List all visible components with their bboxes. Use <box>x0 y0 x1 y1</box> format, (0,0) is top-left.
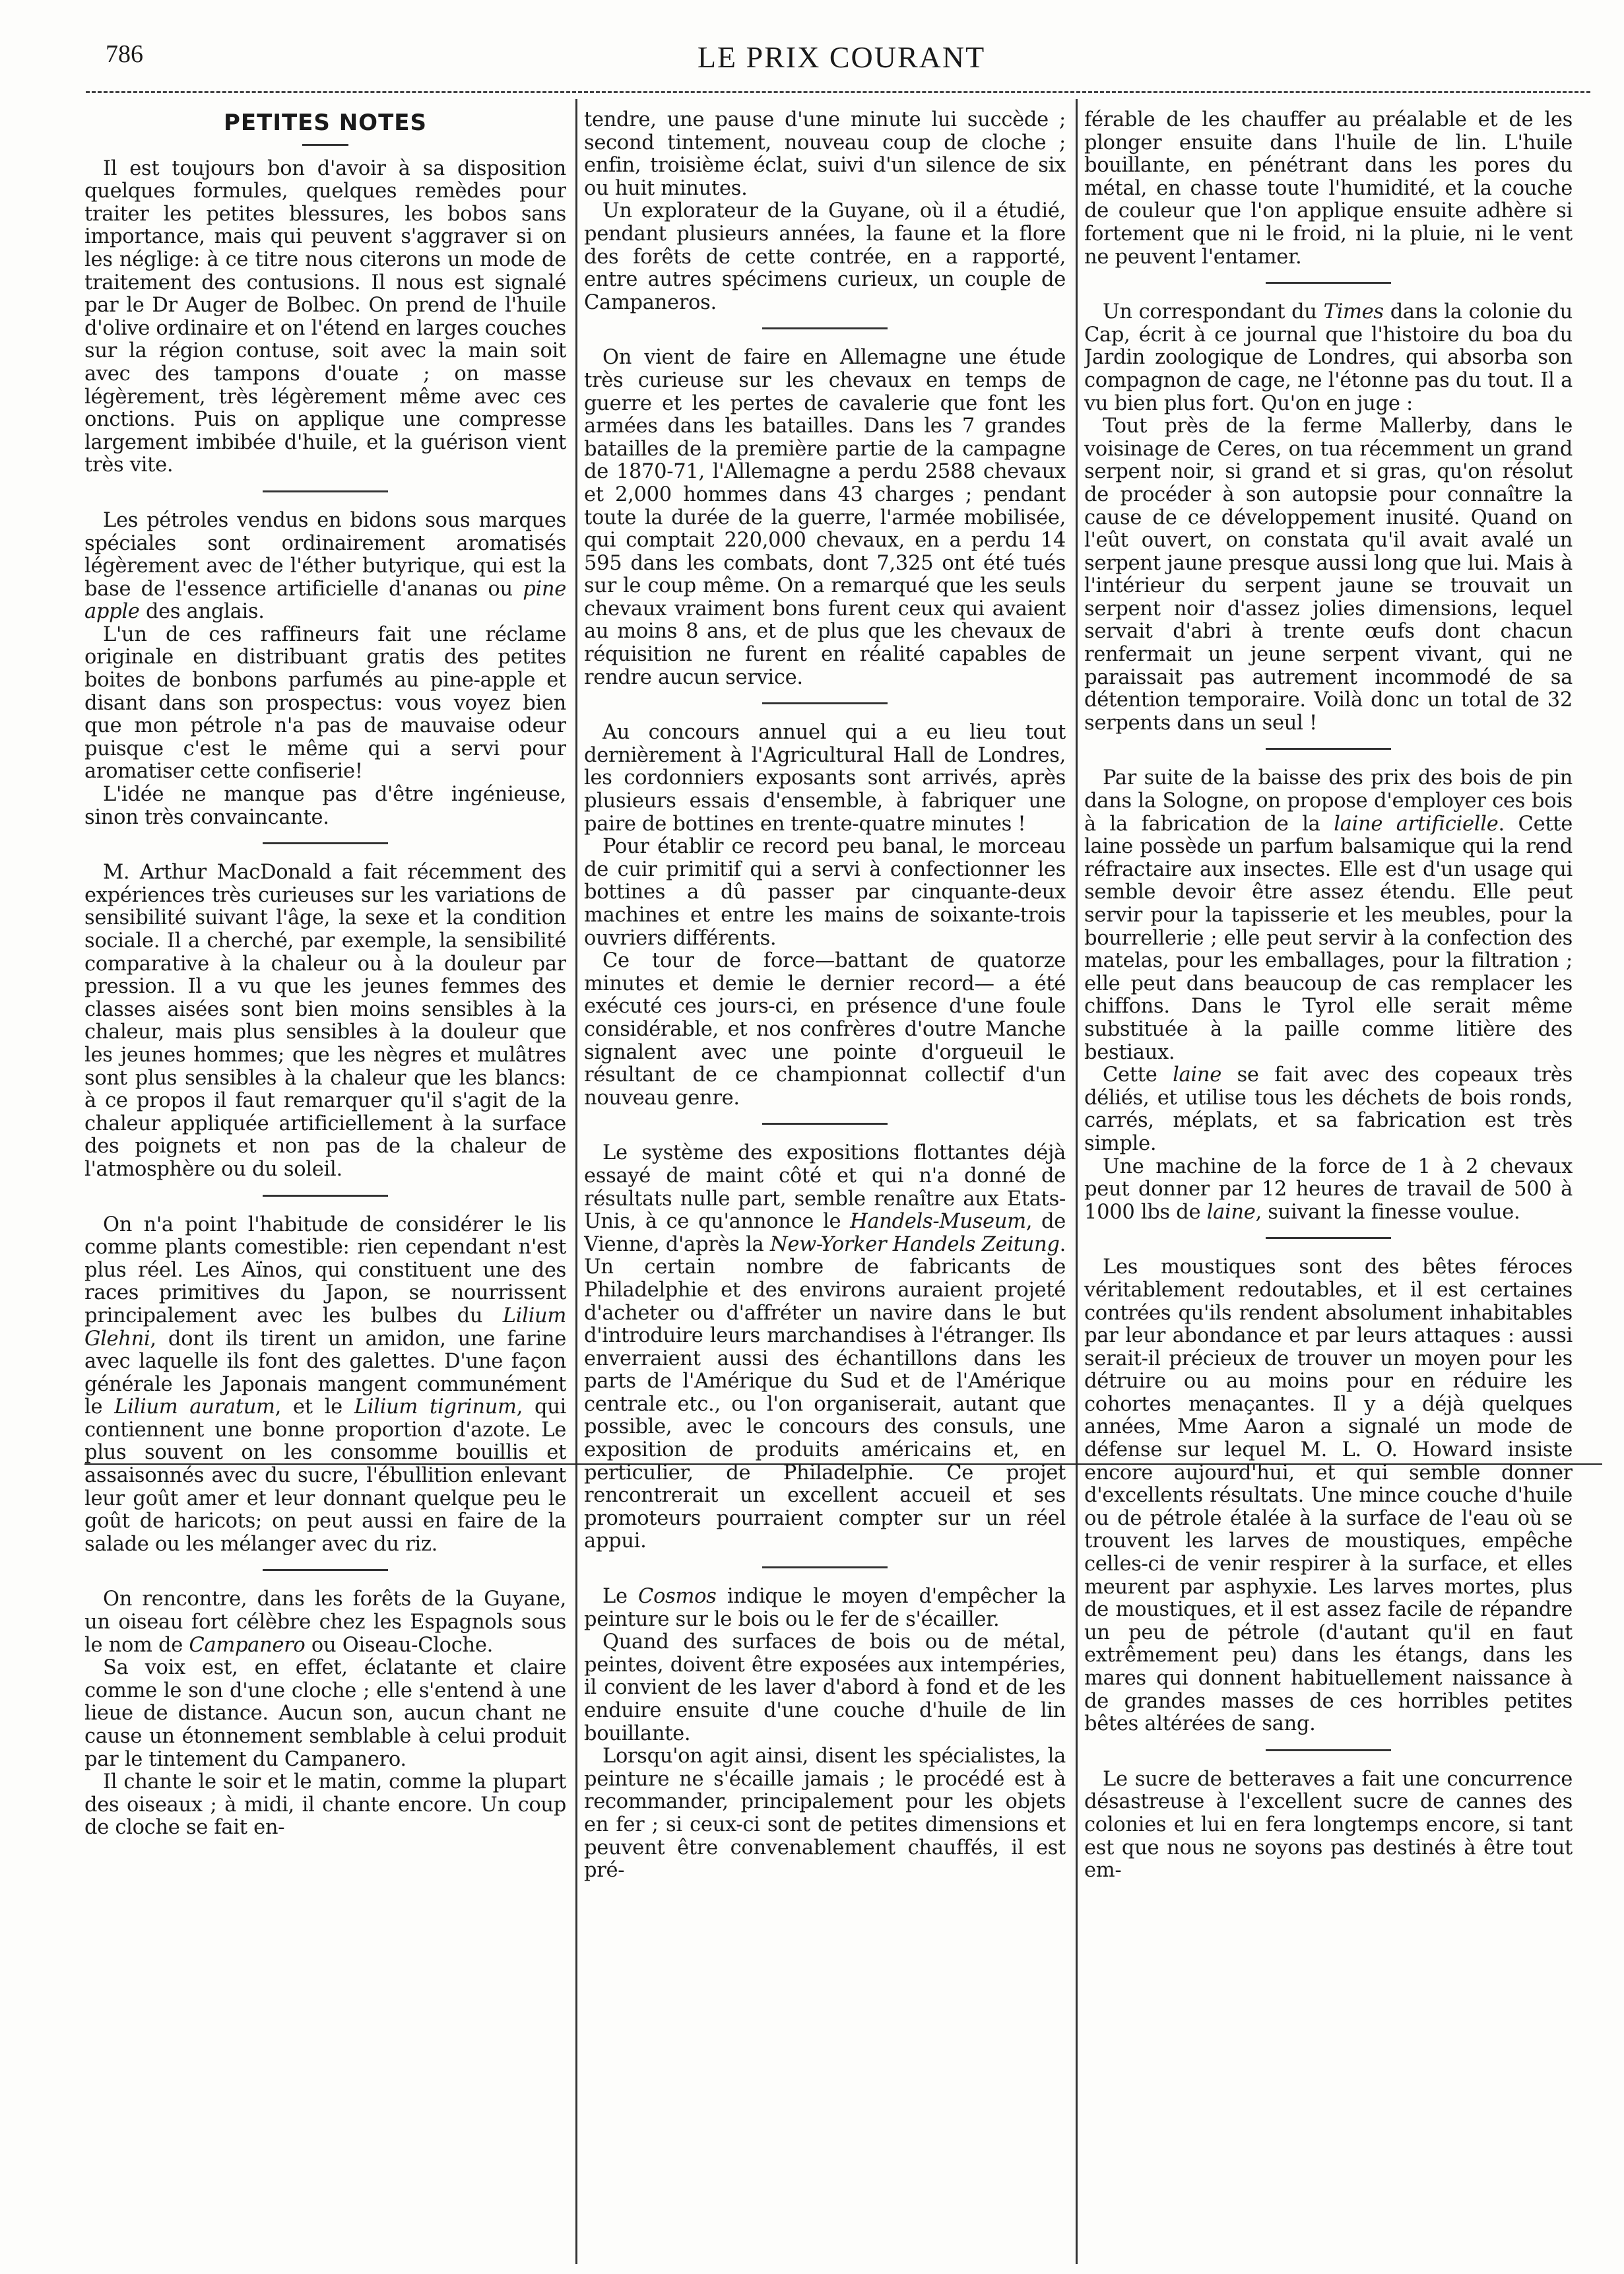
column-divider <box>575 99 577 2264</box>
separator <box>263 1569 388 1571</box>
paragraph: On n'a point l'habitude de considérer le lis comme plants comestible: rien cependant n'est plus réel. Les Aïnos, qui constituent une des races primitives du Japon, se nourrissent principalement avec les bulbes du Lilium Glehni, dont ils tirent un amidon, une farine avec laquelle ils font des galettes. D'une façon générale les Japonais mangent communément le Lilium auratum, et le Lilium tigrinum, qui contiennent une bonne proportion d'azote. Le plus souvent on les consomme bouillis et assaisonnés avec du sucre, l'ébullition enlevant leur goût amer et leur donnant quelque peu le goût de haricots; on peut aussi en faire de la salade ou les mélanger avec du riz. <box>84 1213 566 1556</box>
paragraph: tendre, une pause d'une minute lui succède ; second tintement, nouveau coup de cloche ; enfin, troisième éclat, suivi d'un silence de six ou huit minutes. <box>584 109 1066 200</box>
separator <box>1266 748 1391 750</box>
paragraph: Tout près de la ferme Mallerby, dans le voisinage de Ceres, on tua récemment un grand serpent noir, si grand et si gras, qu'on résolut de procéder à son autopsie pour connaître la cause de ce développement inusité. Quand on l'eût ouvert, on constata qu'il avait avalé un serpent jaune presque aussi long que lui. Mais à l'intérieur du serpent jaune se trouvait un serpent noir d'assez jolies dimensions, lequel servait d'abri à trente œufs dont chacun renfermait un jeune serpent vivant, qui ne paraissait pas autrement incommodé de sa détention temporaire. Voilà donc un total de 32 serpents dans un seul ! <box>1084 415 1573 735</box>
paragraph: L'idée ne manque pas d'être ingénieuse, sinon très convaincante. <box>84 783 566 829</box>
paragraph: Sa voix est, en effet, éclatante et claire comme le son d'une cloche ; elle s'entend à une lieue de distance. Aucun son, aucun chant ne cause un étonnement semblable à celui produit par le tintement du Campanero. <box>84 1656 566 1771</box>
separator <box>762 1566 888 1568</box>
paragraph: Le sucre de betteraves a fait une concurrence désastreuse à l'excellent sucre de cannes des colonies et lui en fera longtemps encore, si tant est que nous ne soyons pas destinés à être tout em- <box>1084 1767 1573 1883</box>
page-header <box>106 40 1577 86</box>
separator <box>1266 1237 1391 1239</box>
section-title: PETITES NOTES <box>224 110 427 136</box>
column-1 <box>84 109 566 2254</box>
paragraph: Un explorateur de la Guyane, où il a étudié, pendant plusieurs années, la faune et la flore des forêts de cette contrée, en a rapporté, entre autres spécimens curieux, un couple de Campaneros. <box>584 199 1066 314</box>
separator <box>1266 282 1391 284</box>
paragraph: Un correspondant du Times dans la colonie du Cap, écrit à ce journal que l'histoire du boa du Jardin zoologique de Londres, qui absorba son compagnon de cage, ne l'étonne pas du tout. Il a vu bien plus fort. Qu'on en juge : <box>1084 300 1573 415</box>
paragraph: Ce tour de force—battant de quatorze minutes et demie le dernier record— a été exécuté ces jours-ci, en présence d'une foule considérable, et nos confrères d'outre Manche signalent avec une pointe d'orgueuil le résultant de ce championnat collectif d'un nouveau genre. <box>584 949 1066 1110</box>
separator <box>762 1123 888 1125</box>
separator <box>762 327 888 329</box>
header-rule <box>86 91 1590 93</box>
column-2 <box>584 109 1066 2254</box>
paragraph: Le Cosmos indique le moyen d'empêcher la peinture sur le bois ou le fer de s'écailler. <box>584 1585 1066 1631</box>
paragraph: On vient de faire en Allemagne une étude très curieuse sur les chevaux en temps de guerre et les pertes de cavalerie que font les armées dans les batailles. Dans les 7 grandes batailles de la première partie de la campagne de 1870-71, l'Allemagne a perdu 2588 chevaux et 2,000 hommes dans 43 charges ; pendant toute la durée de la guerre, l'armée mobilisée, qui comptait 220,000 chevaux, en a perdu 14 595 dans les combats, dont 7,325 ont été tués sur le coup même. On a remarqué que les seuls chevaux vraiment bons furent ceux qui avaient au moins 8 ans, et de plus que les chevaux de réquisition ne furent en réalité capables de rendre aucun service. <box>584 346 1066 689</box>
paragraph: L'un de ces raffineurs fait une réclame originale en distribuant gratis des petites boites de bonbons parfumés au pine-apple et disant dans son prospectus: vous voyez bien que mon pétrole n'a pas de mauvaise odeur puisque c'est le même qui a servi pour aromatiser cette confiserie! <box>84 622 566 784</box>
paragraph: Les moustiques sont des bêtes féroces véritablement redoutables, et il est certaines contrées qu'ils rendent absolument inhabitables par leur abondance et par leurs attaques : aussi serait-il précieux de trouver un moyen pour les détruire ou au moins pour en réduire les cohortes menaçantes. Il y a déjà quelques années, Mme Aaron a signalé un mode de défense sur lequel M. L. O. Howard insiste encore aujourd'hui, et qui semble donner d'excellents résultats. Une mince couche d'huile ou de pétrole étalée à la surface de l'eau où se trouvent les larves de moustiques, empêche celles-ci de venir respirer à la surface, et elles meurent par asphyxie. Les larves mortes, plus de moustiques, et il est assez facile de répandre un peu de pétrole (d'autant qu'il en faut extrêmement peu) dans les étangs, dans les mares qui donnent habituellement naissance à de grandes masses de ces horribles petites bêtes altérées de sang. <box>1084 1255 1573 1736</box>
title-rule <box>302 144 348 146</box>
paragraph: M. Arthur MacDonald a fait récemment des expériences très curieuses sur les variations de sensibilité suivant l'âge, la sexe et la condition sociale. Il a cherché, par exemple, la sensibilité comparative à la chaleur ou à la douleur par pression. Il a vu que les jeunes femmes des classes aisées sont bien moins sensibles à la chaleur, mais plus sensibles à la douleur que les jeunes hommes; que les nègres et mulâtres sont plus sensibles à la chaleur que les blancs: à ce propos il faut remarquer qu'il s'agit de la chaleur appliquée artificiellement à la surface des poignets et non pas de la chaleur de l'atmosphère ou du soleil. <box>84 861 566 1181</box>
separator <box>762 702 888 704</box>
separator <box>263 842 388 844</box>
paragraph: Les pétroles vendus en bidons sous marques spéciales sont ordinairement aromatisés légèrement avec de l'éther butyrique, qui est la base de l'essence artificielle d'ananas ou pine apple des anglais. <box>84 508 566 624</box>
paragraph: Une machine de la force de 1 à 2 chevaux peut donner par 12 heures de travail de 500 à 1000 lbs de laine, suivant la finesse voulue. <box>1084 1154 1573 1224</box>
paragraph: Au concours annuel qui a eu lieu tout dernièrement à l'Agricultural Hall de Londres, les cordonniers exposants sont arrivés, après plusieurs essais d'ensemble, à fabriquer une paire de bottines en trente-quatre minutes ! <box>584 721 1066 836</box>
paragraph: Par suite de la baisse des prix des bois de pin dans la Sologne, on propose d'employer ces bois à la fabrication de la laine artificielle. Cette laine possède un parfum balsamique qui la rend réfractaire aux insectes. Elle est d'un usage qui semble devoir être assez étendu. Elle peut servir pour la tapisserie et les meubles, pour la bourrellerie ; elle peut servir à la confection des matelas, pour les emballages, pour la filtration ; elle peut dans beaucoup de cas remplacer les chiffons. Dans le Tyrol elle serait même substituée à la paille comme litière des bestiaux. <box>1084 766 1573 1064</box>
paragraph: Lorsqu'on agit ainsi, disent les spécialistes, la peinture ne s'écaille jamais ; le procédé est à recommander, principalement pour les objets en fer ; si ceux-ci sont de petites dimensions et peuvent être convenablement chauffés, il est pré- <box>584 1745 1066 1883</box>
column-divider <box>1076 99 1078 2264</box>
separator <box>263 490 388 492</box>
paragraph: Le système des expositions flottantes déjà essayé de maint côté et qui n'a donné de résultats nulle part, semble renaître aux Etats-Unis, à ce qu'annonce le Handels-Museum, de Vienne, d'après la New-Yorker Handels Zeitung. Un certain nombre de fabricants de Philadelphie et des environs auraient projeté d'acheter ou d'affréter un navire dans le but d'introduire leurs marchandises à l'étranger. Ils enverraient aussi des échantillons dans les parts de l'Amérique du Sud et de l'Amérique centrale etc., ou l'on organiserait, autant que possible, avec le concours des consuls, une exposition de produits américains et, en perticulier, de Philadelphie. Ce projet rencontrerait un excellent accueil et ses promoteurs pourraient compter sur un réel appui. <box>584 1141 1066 1553</box>
journal-title: LE PRIX COURANT <box>697 40 986 74</box>
column-3 <box>1084 109 1573 2254</box>
page-number: 786 <box>106 40 143 68</box>
paragraph: On rencontre, dans les forêts de la Guyane, un oiseau fort célèbre chez les Espagnols sous le nom de Campanero ou Oiseau-Cloche. <box>84 1588 566 1657</box>
scan-strike-line <box>84 1463 1602 1465</box>
separator <box>263 1195 388 1197</box>
paragraph: Il chante le soir et le matin, comme la plupart des oiseaux ; à midi, il chante encore. Un coup de cloche se fait en- <box>84 1770 566 1840</box>
paragraph: férable de les chauffer au préalable et de les plonger ensuite dans l'huile de lin. L'huile bouillante, en pénétrant dans les pores du métal, en chasse toute l'humidité, et la couche de couleur que l'on applique ensuite adhère si fortement que ni le froid, ni la pluie, ni le vent ne peuvent l'entamer. <box>1084 109 1573 269</box>
paragraph: Cette laine se fait avec des copeaux très déliés, et utilise tous les déchets de bois ronds, carrés, méplats, et sa fabrication est très simple. <box>1084 1063 1573 1155</box>
paragraph: Pour établir ce record peu banal, le morceau de cuir primitif qui a servi à confectionner les bottines a dû passer par cinquante-deux machines et entre les mains de soixante-trois ouvriers différents. <box>584 835 1066 950</box>
paragraph: Quand des surfaces de bois ou de métal, peintes, doivent être exposées aux intempéries, il convient de les laver d'abord à fond et de les enduire ensuite d'une couche d'huile de lin bouillante. <box>584 1630 1066 1745</box>
separator <box>1266 1749 1391 1751</box>
paragraph: Il est toujours bon d'avoir à sa disposition quelques formules, quelques remèdes pour traiter les petites blessures, les bobos sans importance, mais qui peuvent s'aggraver si on les néglige: à ce titre nous citerons un mode de traitement des contusions. Il nous est signalé par le Dr Auger de Bolbec. On prend de l'huile d'olive ordinaire et on l'étend en larges couches sur la région contuse, soit avec la main soit avec des tampons d'ouate ; on masse légèrement, très légèrement même avec ces onctions. Puis on applique une compresse largement imbibée d'huile, et la guérison vient très vite. <box>84 156 566 477</box>
